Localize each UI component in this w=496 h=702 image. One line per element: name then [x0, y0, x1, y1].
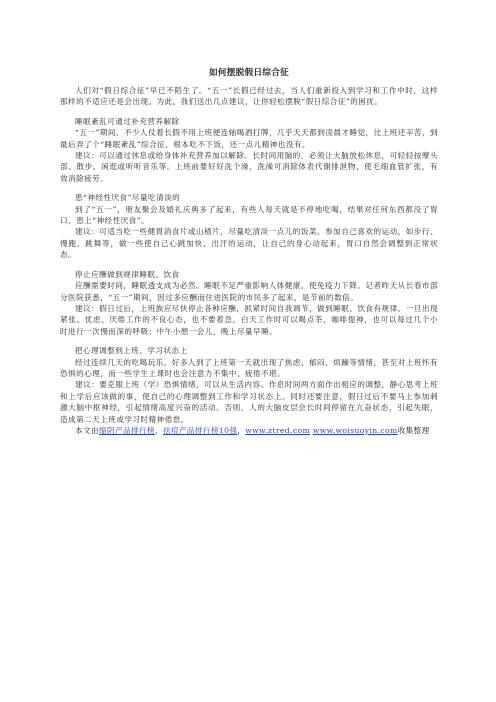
section-paragraph: 建议：可以通过休息或给身体补充营养加以解除。长时间用脑的，必须让大脑放松休息，可轻轻按摩头部、散步、闲逛或听听音乐等。上班前要好好洗个澡，洗澡可消除体表代谢排泄物，使毛细血管扩张，有效消除疲劳。: [60, 151, 438, 183]
section-paragraph: “五一”期间，不少人仗着长假不用上班便连轴喝酒打牌，几乎天天都到凌晨才睡觉，比上班还辛苦，到最后弄了个“睡眠紊乱”综合征，根本吃不下饭，还一点儿精神也没有。: [60, 128, 438, 149]
section-paragraph: 到了“五一”，朋友聚会及婚礼庆典多了起来，有些人每天就是不停地吃喝，结果对任何东西都没了胃口，患上“神经性厌食”。: [60, 204, 438, 226]
intro-paragraph: 人们对“假日综合征”早已不陌生了。“五一”长假已经过去，当人们重新投入到学习和工作中时，这样那样的不适应还是会出现。为此，我们送出几点建议，让你轻松摆脱“假日综合征”的困扰。: [60, 86, 438, 107]
credit-suffix: 收集整理: [397, 425, 430, 435]
separator: ，: [237, 425, 246, 435]
source-credit-line: [60, 425, 438, 436]
separator: ，: [154, 425, 163, 435]
section-paragraph: 建议：要克服上班（学）恐惧情绪，可以从生活内容、作息时间两方面作出相应的调整，静心思考上班和上学后应该做的事，使自己的心理调整到工作和学习状态上。同时还要注意，假日过后不要马上参加刺激大脑中枢神经，引起情绪高度兴奋的活动。否则，人的大脑皮层会长时间停留在亢奋状态，引起失眠，造成第二天上班或学习时精神倦怠。: [60, 380, 438, 424]
section-heading: 患“神经性厌食”尽量吃清淡的: [75, 193, 181, 203]
section-heading: 停止应酬做到规律睡眠、饮食: [75, 269, 180, 279]
spacer: [60, 337, 438, 345]
link-product-ranking-1[interactable]: 缩阴产品排行榜: [98, 425, 155, 435]
spacer: [60, 261, 438, 269]
section-paragraph: 建议：可适当吃一些健胃消食片或山楂片，尽量吃清淡一点儿的饭菜。参加自己喜欢的运动，如步行、慢跑、跳舞等，做一些使自己心跳加快、出汗的运动，让自己的身心动起来，胃口自然会调整到正常状态。: [60, 227, 438, 260]
link-product-ranking-2[interactable]: 祛痘产品排行榜10强: [162, 425, 238, 435]
credit-prefix: 本文由: [75, 425, 99, 435]
spacer: [60, 108, 438, 116]
spacer: [60, 184, 438, 192]
section-paragraph: 经过连续几天的吃喝玩乐，好多人到了上班第一天就出现了焦虑、郁闷、烦躁等情绪，甚至对上班怀有恐惧的心理，而一些学生上课时也会注意力不集中、疲倦不堪。: [60, 357, 438, 378]
link-site-woisuoyin[interactable]: www.woisuoyin.com: [312, 425, 398, 435]
section-paragraph: 建议：假日过后，上班族应尽快停止各种应酬，抓紧时间自我调节，做到睡眠、饮食有规律。一旦出现紧张、忧虑、厌倦工作的不良心态，也不要着急，白天工作时可以喝点茶，咖啡提神，也可以每过几个小时进行一次慢而深的呼吸；中午小憩一会儿，晚上尽量早睡。: [60, 303, 438, 336]
section-heading: 把心理调整到上班、学习状态上: [75, 346, 188, 356]
link-site-ztred[interactable]: www.ztred.com: [245, 425, 311, 435]
section-heading: 睡眠紊乱可通过补充营养解除: [75, 116, 180, 126]
section-paragraph: 应酬需要时间，睡眠透支成为必然。睡眠不足严重影响人体健康，使免疫力下降。记者昨天从长春市部分医院获悉，“五一”期间，因过多应酬而住进医院的市民多了起来，是节前的数倍。: [60, 281, 438, 302]
document-title: 如何摆脱假日综合征: [208, 68, 290, 78]
